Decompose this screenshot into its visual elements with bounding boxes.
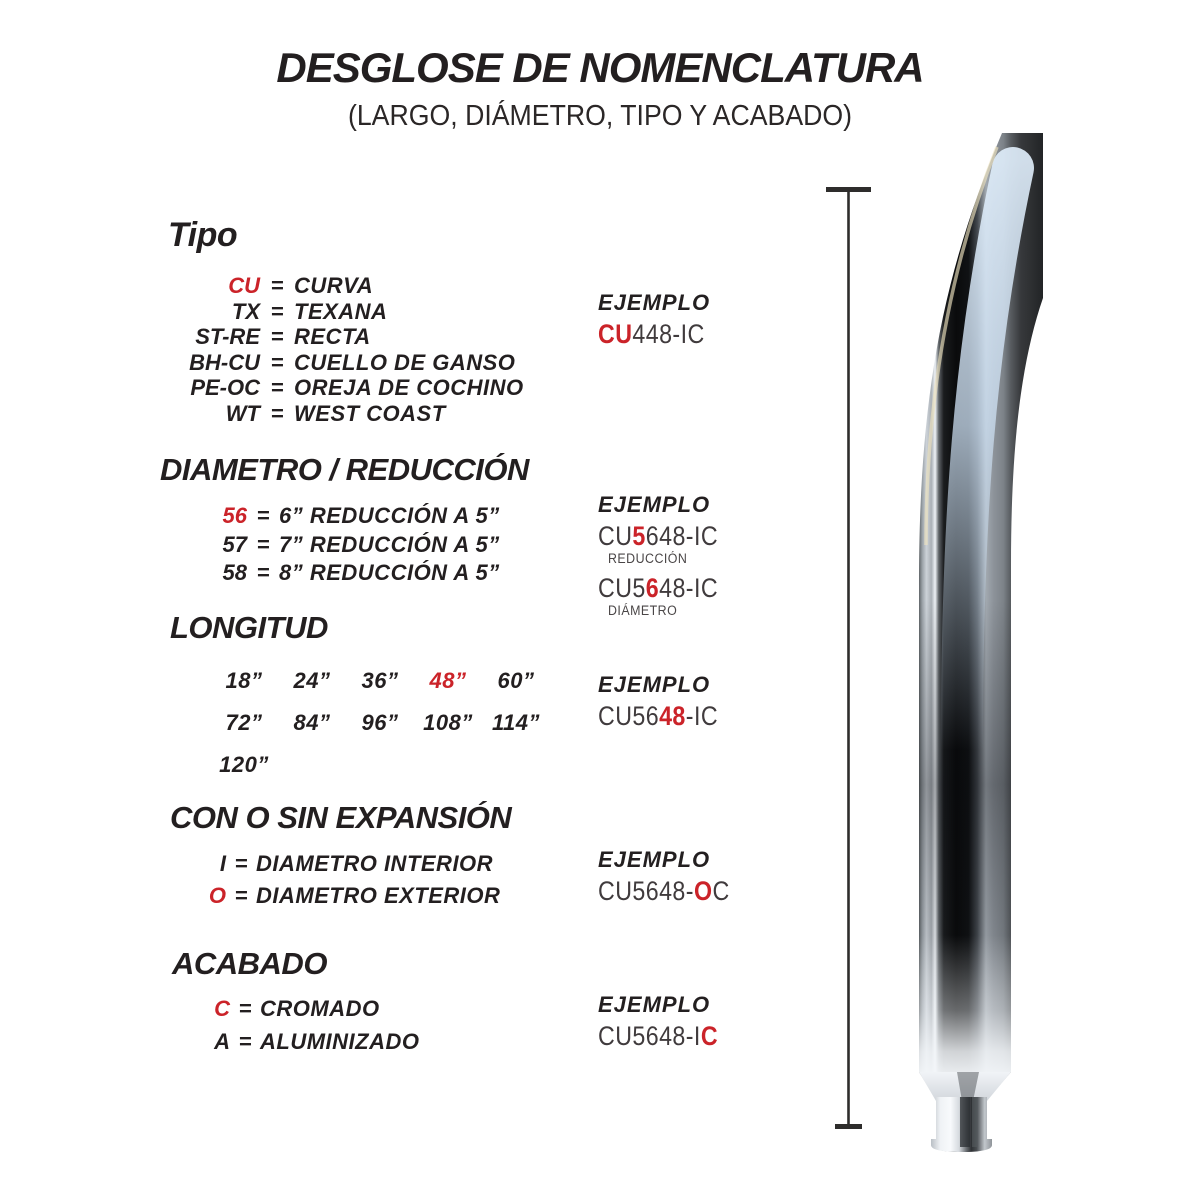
- code-part: CU5: [598, 573, 646, 603]
- length-value: 60”: [497, 668, 535, 693]
- length-value: 36”: [361, 668, 399, 693]
- section-expansion-heading: CON O SIN EXPANSIÓN: [170, 800, 512, 835]
- code-part: -IC: [685, 701, 719, 731]
- example-label: EJEMPLO: [598, 992, 711, 1017]
- tipo-label-texana: TEXANA: [294, 298, 388, 324]
- tipo-code-stre: ST-RE: [195, 324, 260, 349]
- pipe-bottom-sheen: [919, 935, 1011, 1072]
- length-value: 84”: [293, 710, 331, 735]
- equals-sign: =: [270, 324, 284, 349]
- tipo-code-peoc: PE-OC: [190, 375, 260, 400]
- equals-sign: =: [234, 851, 248, 876]
- equals-sign: =: [256, 560, 270, 585]
- acabado-code-a: A: [214, 1029, 230, 1054]
- section-acabado-heading: ACABADO: [172, 946, 327, 981]
- acabado-code-c: C: [214, 996, 230, 1021]
- length-value: 24”: [293, 668, 331, 693]
- equals-sign: =: [270, 349, 284, 375]
- code-part-red: 5: [632, 521, 646, 551]
- example-sub-diametro: DIÁMETRO: [608, 603, 678, 618]
- code-part: 48-IC: [659, 573, 719, 603]
- length-measurement-line: [826, 187, 871, 1129]
- page-title: DESGLOSE DE NOMENCLATURA: [276, 44, 924, 91]
- equals-sign: =: [270, 273, 284, 298]
- section-longitud-heading: LONGITUD: [170, 610, 328, 645]
- equals-sign: =: [270, 375, 284, 400]
- tipo-code-tx: TX: [231, 298, 260, 324]
- pipe-stub-streak-soft: [972, 1097, 977, 1147]
- example-label: EJEMPLO: [598, 847, 711, 872]
- length-value-highlighted: 48”: [429, 668, 467, 693]
- length-value: 18”: [225, 668, 263, 693]
- example-label: EJEMPLO: [598, 672, 711, 697]
- code-part-red: C: [700, 1021, 719, 1051]
- pipe-stub-streak-dark: [960, 1097, 970, 1147]
- chrome-exhaust-stack: [919, 133, 1043, 1152]
- length-value: 120”: [219, 752, 269, 777]
- code-part: CU56: [598, 701, 660, 731]
- code-part: 648-IC: [645, 521, 719, 551]
- code-part: CU5648-: [598, 876, 694, 906]
- expansion-label-interior: DIAMETRO INTERIOR: [256, 851, 494, 876]
- tipo-label-oreja: OREJA DE COCHINO: [294, 375, 524, 400]
- length-value: 114”: [491, 710, 541, 735]
- example-label: EJEMPLO: [598, 492, 711, 517]
- expansion-code-o: O: [208, 882, 226, 908]
- code-part-red: O: [693, 876, 713, 906]
- example-sub-reduccion: REDUCCIÓN: [608, 551, 688, 566]
- code-part: 448-IC: [632, 319, 705, 349]
- tipo-label-recta: RECTA: [294, 324, 371, 349]
- tipo-label-curva: CURVA: [294, 273, 374, 298]
- length-value: 72”: [225, 710, 263, 735]
- equals-sign: =: [238, 1029, 252, 1054]
- equals-sign: =: [234, 882, 248, 908]
- tipo-code-bhcu: BH-CU: [189, 349, 260, 375]
- code-part-red: 48: [659, 701, 686, 731]
- tipo-code-cu: CU: [228, 273, 260, 298]
- diametro-label-57: 7” REDUCCIÓN A 5”: [279, 531, 500, 557]
- diametro-label-56: 6” REDUCCIÓN A 5”: [279, 503, 500, 528]
- equals-sign: =: [256, 531, 270, 557]
- code-part: CU5648-I: [598, 1021, 701, 1051]
- code-part-red: CU: [598, 319, 633, 349]
- expansion-label-exterior: DIAMETRO EXTERIOR: [256, 882, 501, 908]
- measure-bottom-bar: [835, 1124, 862, 1129]
- diametro-label-58: 8” REDUCCIÓN A 5”: [279, 560, 500, 585]
- code-part-red: 6: [645, 573, 660, 603]
- section-diametro-heading: DIAMETRO / REDUCCIÓN: [160, 452, 529, 487]
- acabado-label-aluminizado: ALUMINIZADO: [260, 1029, 420, 1054]
- acabado-label-cromado: CROMADO: [260, 996, 380, 1021]
- equals-sign: =: [238, 996, 252, 1021]
- diametro-code-57: 57: [222, 531, 247, 557]
- page-subtitle: (LARGO, DIÁMETRO, TIPO Y ACABADO): [347, 100, 853, 132]
- equals-sign: =: [270, 400, 284, 426]
- expansion-code-i: I: [219, 851, 226, 876]
- equals-sign: =: [256, 503, 270, 528]
- length-value: 108”: [423, 710, 473, 735]
- tipo-label-cuello: CUELLO DE GANSO: [294, 349, 516, 375]
- diametro-code-56: 56: [222, 503, 247, 528]
- example-label: EJEMPLO: [598, 290, 711, 315]
- equals-sign: =: [270, 298, 284, 324]
- tipo-label-westcoast: WEST COAST: [294, 400, 446, 426]
- code-part: CU: [598, 521, 633, 551]
- diametro-code-58: 58: [222, 560, 247, 585]
- code-part: C: [712, 876, 730, 906]
- section-tipo-heading: Tipo: [168, 216, 238, 254]
- tipo-code-wt: WT: [225, 400, 260, 426]
- length-value: 96”: [361, 710, 399, 735]
